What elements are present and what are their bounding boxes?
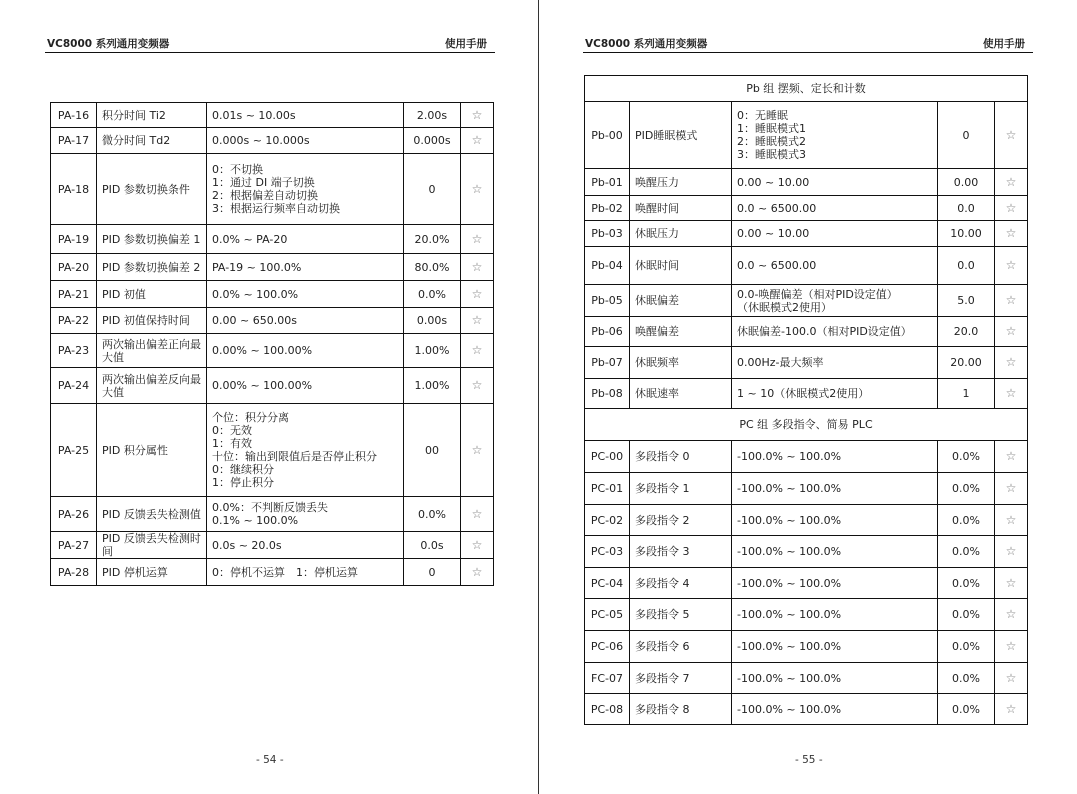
star-icon: ☆ — [461, 559, 494, 586]
header-title: VC8000 系列通用变频器 — [585, 38, 708, 50]
param-default: 0.0% — [938, 663, 995, 694]
param-range: PA-19 ~ 100.0% — [207, 254, 404, 281]
param-name: 积分时间 Ti2 — [97, 103, 207, 128]
param-default: 00 — [404, 404, 461, 497]
param-default: 0.0% — [938, 441, 995, 473]
param-range: 0.0-唤醒偏差（相对PID设定值） （休眠模式2使用） — [732, 285, 938, 317]
param-default: 10.00 — [938, 221, 995, 247]
star-icon: ☆ — [995, 441, 1028, 473]
star-icon: ☆ — [461, 334, 494, 368]
param-code: PA-23 — [51, 334, 97, 368]
section-title: PC 组 多段指令、简易 PLC — [585, 409, 1028, 441]
param-code: PA-25 — [51, 404, 97, 497]
table-row — [51, 308, 494, 334]
table-row — [585, 694, 1028, 725]
param-default: 0.0% — [938, 568, 995, 599]
param-name: 多段指令 4 — [630, 568, 732, 599]
table-row — [585, 317, 1028, 347]
param-default: 0.00 — [938, 169, 995, 196]
param-range: -100.0% ~ 100.0% — [732, 694, 938, 725]
table-row — [51, 103, 494, 128]
star-icon: ☆ — [995, 599, 1028, 631]
star-icon: ☆ — [461, 154, 494, 225]
param-default: 0.000s — [404, 128, 461, 154]
section-title: Pb 组 摆频、定长和计数 — [585, 76, 1028, 102]
param-name: 多段指令 0 — [630, 441, 732, 473]
param-code: PC-02 — [585, 505, 630, 536]
param-range: -100.0% ~ 100.0% — [732, 663, 938, 694]
param-range: 0.0 ~ 6500.00 — [732, 247, 938, 285]
param-range: 0.00% ~ 100.00% — [207, 368, 404, 404]
table-row — [51, 532, 494, 559]
param-range: 0：停机不运算 1：停机运算 — [207, 559, 404, 586]
table-row — [585, 102, 1028, 169]
param-range: -100.0% ~ 100.0% — [732, 536, 938, 568]
param-default: 20.0% — [404, 225, 461, 254]
param-name: 休眠频率 — [630, 347, 732, 379]
table-row — [51, 559, 494, 586]
param-name: PID 积分属性 — [97, 404, 207, 497]
param-range: 个位：积分分离 0：无效 1：有效 十位：输出到限值后是否停止积分 0：继续积分 1：停止积分 — [207, 404, 404, 497]
param-code: PA-16 — [51, 103, 97, 128]
param-name: 唤醒偏差 — [630, 317, 732, 347]
param-name: 多段指令 8 — [630, 694, 732, 725]
star-icon: ☆ — [461, 128, 494, 154]
star-icon: ☆ — [461, 404, 494, 497]
param-code: PA-22 — [51, 308, 97, 334]
star-icon: ☆ — [461, 254, 494, 281]
param-range: -100.0% ~ 100.0% — [732, 631, 938, 663]
param-default: 2.00s — [404, 103, 461, 128]
param-default: 0.0% — [404, 497, 461, 532]
table-row — [585, 505, 1028, 536]
star-icon: ☆ — [995, 379, 1028, 409]
param-name: 休眠时间 — [630, 247, 732, 285]
star-icon: ☆ — [461, 497, 494, 532]
param-name: PID 参数切换偏差 1 — [97, 225, 207, 254]
param-range: -100.0% ~ 100.0% — [732, 568, 938, 599]
star-icon: ☆ — [995, 247, 1028, 285]
star-icon: ☆ — [995, 285, 1028, 317]
param-code: PC-06 — [585, 631, 630, 663]
param-default: 20.00 — [938, 347, 995, 379]
param-code: PA-21 — [51, 281, 97, 308]
param-name: 两次输出偏差反向最大值 — [97, 368, 207, 404]
param-default: 0.00s — [404, 308, 461, 334]
param-default: 0 — [938, 102, 995, 169]
param-range: 0.01s ~ 10.00s — [207, 103, 404, 128]
header-title: VC8000 系列通用变频器 — [47, 38, 170, 50]
param-default: 1.00% — [404, 368, 461, 404]
param-default: 0.0s — [404, 532, 461, 559]
param-range: 0.0 ~ 6500.00 — [732, 196, 938, 221]
star-icon: ☆ — [461, 368, 494, 404]
param-default: 0.0% — [938, 631, 995, 663]
param-default: 20.0 — [938, 317, 995, 347]
star-icon: ☆ — [995, 631, 1028, 663]
param-range: 休眠偏差-100.0（相对PID设定值） — [732, 317, 938, 347]
table-row — [585, 473, 1028, 505]
param-name: PID 参数切换偏差 2 — [97, 254, 207, 281]
param-range: -100.0% ~ 100.0% — [732, 441, 938, 473]
param-name: 多段指令 5 — [630, 599, 732, 631]
param-code: PA-26 — [51, 497, 97, 532]
parameter-table-pb-pc — [584, 75, 1028, 725]
param-default: 0.0 — [938, 247, 995, 285]
param-range: -100.0% ~ 100.0% — [732, 599, 938, 631]
param-range: 0.0%：不判断反馈丢失 0.1% ~ 100.0% — [207, 497, 404, 532]
param-name: PID 初值保持时间 — [97, 308, 207, 334]
param-range: 0.00% ~ 100.00% — [207, 334, 404, 368]
table-row — [585, 221, 1028, 247]
param-default: 1.00% — [404, 334, 461, 368]
param-default: 0.0% — [938, 505, 995, 536]
param-code: PA-27 — [51, 532, 97, 559]
param-default: 0.0% — [938, 599, 995, 631]
param-code: PA-28 — [51, 559, 97, 586]
param-name: 唤醒时间 — [630, 196, 732, 221]
table-row — [51, 128, 494, 154]
param-default: 0.0% — [938, 473, 995, 505]
param-range: 0.0s ~ 20.0s — [207, 532, 404, 559]
table-row — [585, 196, 1028, 221]
param-range: 0：无睡眠 1：睡眠模式1 2：睡眠模式2 3：睡眠模式3 — [732, 102, 938, 169]
param-code: PC-08 — [585, 694, 630, 725]
table-row — [51, 281, 494, 308]
star-icon: ☆ — [995, 102, 1028, 169]
header-manual-label: 使用手册 — [983, 38, 1025, 50]
header-rule — [45, 52, 495, 53]
param-range: -100.0% ~ 100.0% — [732, 473, 938, 505]
param-default: 0 — [404, 559, 461, 586]
param-name: PID 参数切换条件 — [97, 154, 207, 225]
star-icon: ☆ — [995, 536, 1028, 568]
star-icon: ☆ — [995, 169, 1028, 196]
section-row — [585, 76, 1028, 102]
param-range: 0.0% ~ PA-20 — [207, 225, 404, 254]
param-name: 微分时间 Td2 — [97, 128, 207, 154]
param-name: 多段指令 3 — [630, 536, 732, 568]
table-row — [51, 334, 494, 368]
param-name: 休眠偏差 — [630, 285, 732, 317]
param-name: PID 初值 — [97, 281, 207, 308]
param-code: Pb-06 — [585, 317, 630, 347]
param-name: PID 反馈丢失检测时间 — [97, 532, 207, 559]
param-code: PA-19 — [51, 225, 97, 254]
param-default: 1 — [938, 379, 995, 409]
header-rule — [583, 52, 1033, 53]
param-code: Pb-02 — [585, 196, 630, 221]
table-row — [585, 347, 1028, 379]
header-manual-label: 使用手册 — [445, 38, 487, 50]
star-icon: ☆ — [461, 225, 494, 254]
param-default: 0.0% — [404, 281, 461, 308]
star-icon: ☆ — [995, 221, 1028, 247]
star-icon: ☆ — [461, 532, 494, 559]
param-name: PID睡眠模式 — [630, 102, 732, 169]
table-row — [585, 631, 1028, 663]
param-code: FC-07 — [585, 663, 630, 694]
param-code: Pb-04 — [585, 247, 630, 285]
param-range: 1 ~ 10（休眠模式2使用） — [732, 379, 938, 409]
param-code: Pb-05 — [585, 285, 630, 317]
param-default: 0 — [404, 154, 461, 225]
param-default: 5.0 — [938, 285, 995, 317]
table-row — [585, 247, 1028, 285]
param-name: 多段指令 1 — [630, 473, 732, 505]
param-code: Pb-07 — [585, 347, 630, 379]
star-icon: ☆ — [995, 568, 1028, 599]
param-code: Pb-08 — [585, 379, 630, 409]
star-icon: ☆ — [995, 663, 1028, 694]
star-icon: ☆ — [461, 281, 494, 308]
param-default: 80.0% — [404, 254, 461, 281]
page-number-right: - 55 - — [795, 754, 823, 766]
param-name: 两次输出偏差正向最大值 — [97, 334, 207, 368]
param-code: PA-17 — [51, 128, 97, 154]
star-icon: ☆ — [461, 103, 494, 128]
param-code: PA-18 — [51, 154, 97, 225]
table-row — [51, 368, 494, 404]
table-row — [51, 404, 494, 497]
table-row — [51, 225, 494, 254]
param-code: Pb-00 — [585, 102, 630, 169]
param-range: 0.00 ~ 10.00 — [732, 169, 938, 196]
star-icon: ☆ — [995, 505, 1028, 536]
table-row — [585, 599, 1028, 631]
param-range: 0.000s ~ 10.000s — [207, 128, 404, 154]
table-row — [585, 169, 1028, 196]
param-code: Pb-01 — [585, 169, 630, 196]
param-code: Pb-03 — [585, 221, 630, 247]
star-icon: ☆ — [995, 473, 1028, 505]
page-divider — [538, 0, 539, 794]
param-default: 0.0% — [938, 694, 995, 725]
star-icon: ☆ — [995, 347, 1028, 379]
param-default: 0.0 — [938, 196, 995, 221]
star-icon: ☆ — [995, 196, 1028, 221]
table-row — [585, 568, 1028, 599]
table-row — [585, 663, 1028, 694]
param-range: 0.0% ~ 100.0% — [207, 281, 404, 308]
star-icon: ☆ — [995, 694, 1028, 725]
parameter-table-pa — [50, 102, 494, 586]
param-name: PID 反馈丢失检测值 — [97, 497, 207, 532]
param-range: -100.0% ~ 100.0% — [732, 505, 938, 536]
left-page-header — [47, 36, 487, 50]
table-row — [51, 497, 494, 532]
star-icon: ☆ — [995, 317, 1028, 347]
right-page-header — [585, 36, 1025, 50]
param-name: 休眠速率 — [630, 379, 732, 409]
param-name: PID 停机运算 — [97, 559, 207, 586]
param-default: 0.0% — [938, 536, 995, 568]
table-row — [51, 154, 494, 225]
table-row — [585, 536, 1028, 568]
param-name: 多段指令 6 — [630, 631, 732, 663]
param-code: PC-00 — [585, 441, 630, 473]
table-row — [585, 441, 1028, 473]
param-code: PC-05 — [585, 599, 630, 631]
table-row — [585, 285, 1028, 317]
param-code: PC-04 — [585, 568, 630, 599]
param-range: 0.00 ~ 650.00s — [207, 308, 404, 334]
section-row — [585, 409, 1028, 441]
param-code: PC-01 — [585, 473, 630, 505]
param-code: PA-24 — [51, 368, 97, 404]
param-range: 0.00Hz-最大频率 — [732, 347, 938, 379]
param-name: 休眠压力 — [630, 221, 732, 247]
table-row — [585, 379, 1028, 409]
page-number-left: - 54 - — [256, 754, 284, 766]
param-name: 多段指令 2 — [630, 505, 732, 536]
param-range: 0：不切换 1：通过 DI 端子切换 2：根据偏差自动切换 3：根据运行频率自动切换 — [207, 154, 404, 225]
param-code: PC-03 — [585, 536, 630, 568]
param-name: 多段指令 7 — [630, 663, 732, 694]
table-row — [51, 254, 494, 281]
param-code: PA-20 — [51, 254, 97, 281]
param-name: 唤醒压力 — [630, 169, 732, 196]
star-icon: ☆ — [461, 308, 494, 334]
param-range: 0.00 ~ 10.00 — [732, 221, 938, 247]
